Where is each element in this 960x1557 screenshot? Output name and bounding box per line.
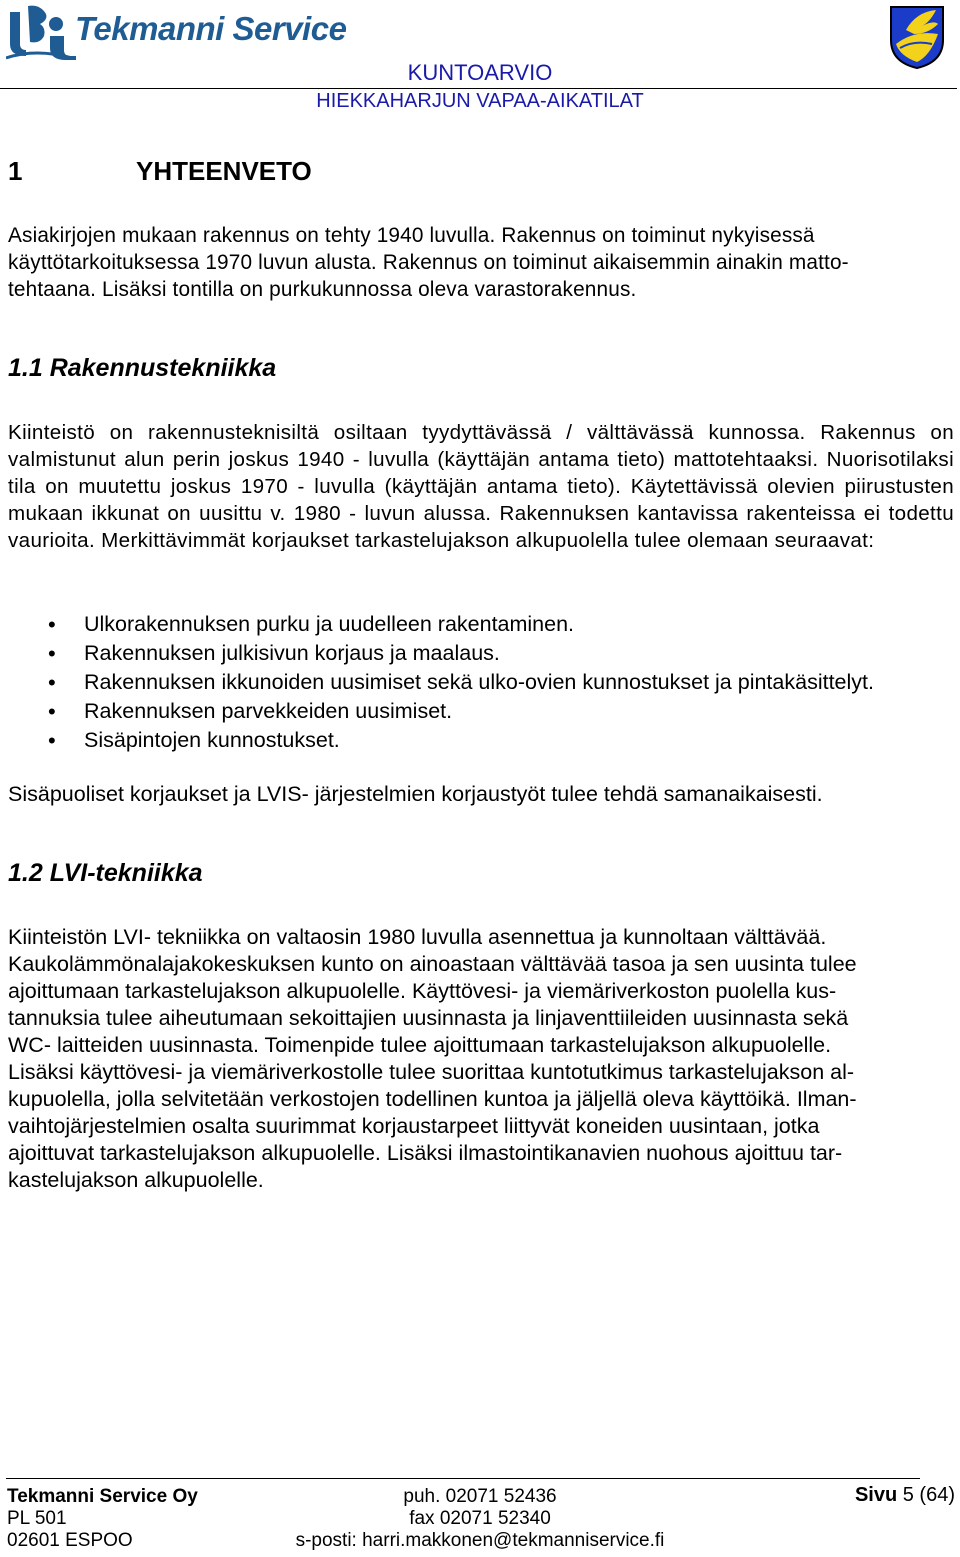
summary-line: Asiakirjojen mukaan rakennus on tehty 1940 luvulla. Rakennus on toiminut nykyisessä <box>8 224 815 247</box>
hvac-line: ajoittuvat tarkastelujakson alkupuolelle. Lisäksi ilmastointikanavien nuohous ajoittuu tar- <box>8 1141 843 1165</box>
hvac-line: kupuolella, jolla selvitetään verkostojen todellinen kuntoa ja jäljellä oleva käyttöikä. Ilman- <box>8 1087 857 1111</box>
hvac-line: Lisäksi käyttövesi- ja viemäriverkostolle tulee suorittaa kuntotutkimus tarkastelujakson al- <box>8 1060 855 1084</box>
footer-divider <box>6 1478 920 1479</box>
footer-company: Tekmanni Service Oy <box>7 1486 198 1507</box>
page-number <box>855 1484 955 1506</box>
footer-address <box>7 1486 198 1552</box>
list-item: • Rakennuksen parvekkeiden uusimiset. <box>8 697 958 726</box>
hvac-line: Kaukolämmönalajakokeskuksen kunto on ainoastaan välttävää tasoa ja sen uusinta tulee <box>8 952 857 976</box>
section-title: YHTEENVETO <box>136 156 312 186</box>
footer-po-box: PL 501 <box>7 1508 67 1529</box>
list-item: • Rakennuksen julkisivun korjaus ja maalaus. <box>8 639 958 668</box>
footer-fax: fax 02071 52340 <box>409 1508 551 1529</box>
hvac-line: Kiinteistön LVI- tekniikka on valtaosin 1980 luvulla asennettua ja kunnoltaan välttävää. <box>8 925 827 949</box>
section-number: 1 <box>8 156 23 186</box>
hvac-line: kastelujakson alkupuolelle. <box>8 1168 264 1192</box>
footer-postal: 02601 ESPOO <box>7 1530 133 1551</box>
list-item: • Ulkorakennuksen purku ja uudelleen rakentaminen. <box>8 610 958 639</box>
document-title: KUNTOARVIO <box>407 60 553 85</box>
hvac-paragraph <box>8 924 956 1194</box>
section-1-2-heading: 1.2 LVI-tekniikka <box>8 859 203 887</box>
footer-contact <box>290 1486 670 1552</box>
closing-paragraph: Sisäpuoliset korjaukset ja LVIS- järjestelmien korjaustyöt tulee tehdä samanaikaisesti. <box>8 782 823 806</box>
hvac-line: tannuksia tulee aiheutumaan sekoittajien uusinnasta ja linjaventtiileiden uusinnasta sekä <box>8 1006 849 1030</box>
list-item: • Rakennuksen ikkunoiden uusimiset sekä ulko-ovien kunnostukset ja pintakäsittelyt. <box>8 668 958 697</box>
list-item: • Sisäpintojen kunnostukset. <box>8 726 958 755</box>
summary-paragraph <box>8 222 956 303</box>
footer-phone: puh. 02071 52436 <box>403 1486 557 1507</box>
summary-line: tehtaana. Lisäksi tontilla on purkukunnossa oleva varastorakennus. <box>8 278 637 301</box>
header-divider <box>0 88 957 89</box>
hvac-line: WC- laitteiden uusinnasta. Toimenpide tulee ajoittumaan tarkastelujakson alkupuolelle. <box>8 1033 832 1057</box>
section-1-1-heading: 1.1 Rakennustekniikka <box>8 354 277 382</box>
page-value: 5 (64) <box>902 1484 955 1506</box>
repair-list <box>8 610 958 755</box>
construction-paragraph: Kiinteistö on rakennusteknisiltä osiltaan tyydyttävässä / välttävässä kunnossa. Rakennus on valmistunut alun perin joskus 1940 - luvulla (käyttäjän antama tieto) mattotehtaaksi. Nuorisotilaksi tila on muutettu joskus 1970 - luvulla (käyttäjän antama tieto). Käytettävissä olevien piirustusten mukaan ikkunat on uusittu v. 1980 - luvun alussa. Rakennuksen kantavissa rakenteissa ei todettu vaurioita. Merkittävimmät korjaukset tarkastelujakson alkupuolella tulee olemaan seuraavat: <box>8 421 954 552</box>
page-label: Sivu <box>854 1484 898 1506</box>
section-1-heading <box>0 156 960 188</box>
hvac-line: vaihtojärjestelmien osalta suurimmat korjaustarpeet liittyvät koneiden uusintaan, jotka <box>8 1114 820 1138</box>
hvac-line: ajoittumaan tarkastelujakson alkupuolelle. Käyttövesi- ja viemäriverkoston puolella kus- <box>8 979 837 1003</box>
footer-email: s-posti: harri.makkonen@tekmanniservice.fi <box>295 1530 665 1551</box>
logo-text: Tekmanni Service <box>75 10 347 47</box>
document-subtitle: HIEKKAHARJUN VAPAA-AIKATILAT <box>316 90 644 112</box>
summary-line: käyttötarkoituksessa 1970 luvun alusta. Rakennus on toiminut aikaisemmin ainakin matto- <box>8 251 849 274</box>
logo-emblem-icon <box>6 4 78 62</box>
